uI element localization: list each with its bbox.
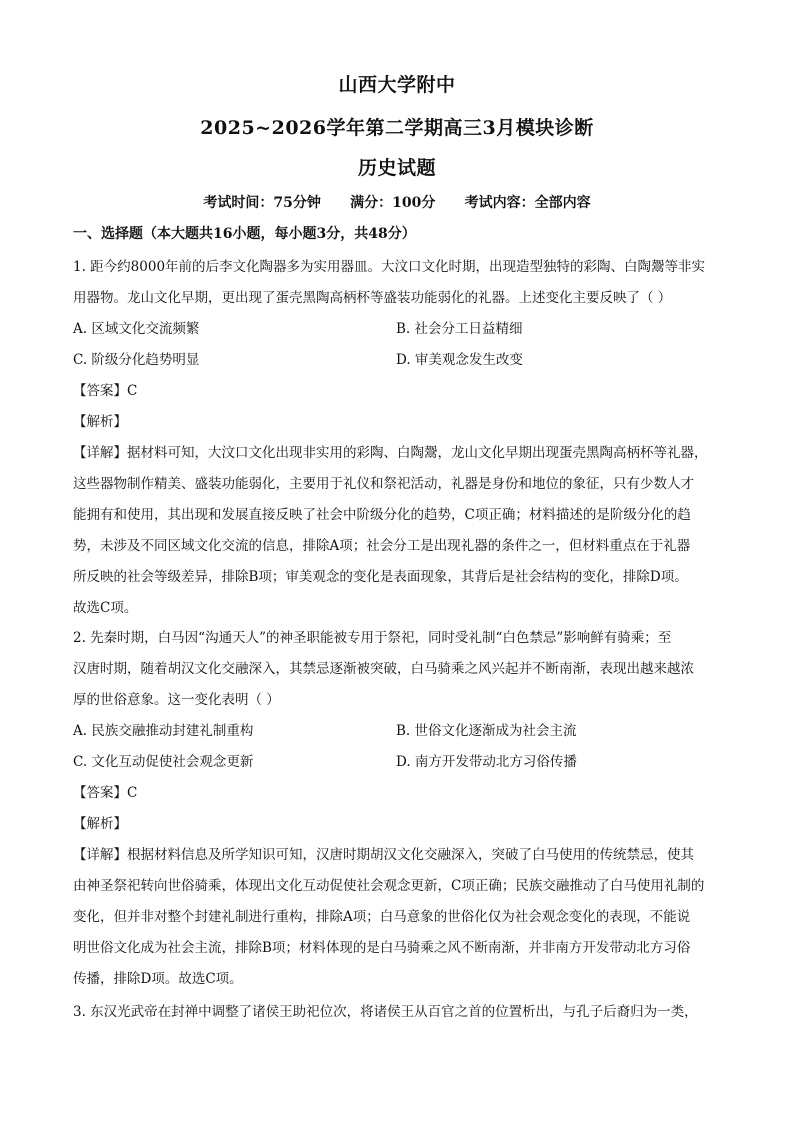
- question-1-option-a: A. 区域文化交流频繁: [73, 321, 200, 337]
- question-2-stem-line-2: 汉唐时期，随着胡汉文化交融深入，其禁忌逐渐被突破，白马骑乘之风兴起并不断南渐，表现出越来越浓: [73, 661, 694, 677]
- question-1-detail-line-4: 势，未涉及不同区域文化交流的信息，排除A项；社会分工是出现礼器的条件之一，但材料重点在于礼器: [73, 538, 691, 554]
- question-2-stem-line-3: 厚的世俗意象。这一变化表明（ ）: [73, 692, 280, 708]
- exam-meta: 考试时间：75分钟 满分：100分 考试内容：全部内容: [203, 195, 591, 211]
- question-1-options-row-2: [73, 345, 723, 376]
- question-1-option-c: C. 阶级分化趋势明显: [73, 352, 200, 368]
- question-1-answer: 【答案】C: [73, 383, 138, 399]
- question-2-detail-line-3: 变化，但并非对整个封建礼制进行重构，排除A项；白马意象的世俗化仅为社会观念变化的表现，不能说: [73, 909, 691, 925]
- question-2-detail-line-4: 明世俗文化成为社会主流，排除B项；材料体现的是白马骑乘之风不断南渐，并非南方开发带动北方习俗: [73, 940, 691, 956]
- question-1-detail-line-2: 这些器物制作精美、盛装功能弱化，主要用于礼仪和祭祀活动，礼器是身份和地位的象征，只有少数人才: [73, 476, 694, 492]
- school-title: 山西大学附中: [338, 74, 456, 96]
- question-3-stem-line-1: 3. 东汉光武帝在封禅中调整了诸侯王助祀位次，将诸侯王从百官之首的位置析出，与孔子后裔归为一类，: [73, 1004, 698, 1020]
- question-2-detail-line-2: 由神圣祭祀转向世俗骑乘，体现出文化互动促使社会观念更新，C项正确；民族交融推动了白马使用礼制的: [73, 878, 705, 894]
- section-heading: 一、选择题（本大题共16小题，每小题3分，共48分）: [73, 226, 416, 242]
- question-1-options-row-1: [73, 314, 723, 345]
- question-2-stem-line-1: 2. 先秦时期，白马因“沟通天人”的神圣职能被专用于祭祀，同时受礼制“白色禁忌”影响鲜有骑乘；至: [73, 630, 672, 646]
- question-2-detail-line-5: 传播，排除D项。故选C项。: [73, 971, 243, 987]
- question-2-detail-line-1: 【详解】根据材料信息及所学知识可知，汉唐时期胡汉文化交融深入，突破了白马使用的传统禁忌，使其: [73, 847, 694, 863]
- exam-title: 2025~2026学年第二学期高三3月模块诊断: [200, 117, 594, 139]
- question-2-options-row-1: [73, 716, 723, 747]
- question-2-option-d: D. 南方开发带动北方习俗传播: [396, 754, 577, 770]
- question-2-option-a: A. 民族交融推动封建礼制重构: [73, 723, 254, 739]
- question-1-detail-line-5: 所反映的社会等级差异，排除B项；审美观念的变化是表面现象，其背后是社会结构的变化，排除D项。: [73, 569, 688, 585]
- question-2-option-c: C. 文化互动促使社会观念更新: [73, 754, 254, 770]
- question-1-stem-line-2: 用器物。龙山文化早期，更出现了蛋壳黑陶高柄杯等盛装功能弱化的礼器。上述变化主要反映了（ ）: [73, 290, 672, 306]
- question-2-option-b: B. 世俗文化逐渐成为社会主流: [396, 723, 577, 739]
- question-1-analysis-label: 【解析】: [73, 414, 127, 430]
- question-1-detail-line-6: 故选C项。: [73, 600, 138, 616]
- question-1-option-d: D. 审美观念发生改变: [396, 352, 523, 368]
- question-1-detail-line-1: 【详解】据材料可知，大汶口文化出现非实用的彩陶、白陶鬶，龙山文化早期出现蛋壳黑陶高柄杯等礼器，: [73, 445, 708, 461]
- question-3: [73, 997, 723, 1028]
- question-1: [73, 252, 723, 624]
- question-2-analysis-label: 【解析】: [73, 816, 127, 832]
- question-2-options-row-2: [73, 747, 723, 778]
- question-1-detail-line-3: 能拥有和使用，其出现和发展直接反映了社会中阶级分化的趋势，C项正确；材料描述的是阶级分化的趋: [73, 507, 691, 523]
- question-2-answer: 【答案】C: [73, 785, 138, 801]
- question-2: [73, 623, 723, 995]
- question-1-stem-line-1: 1. 距今约8000年前的后李文化陶器多为实用器皿。大汶口文化时期，出现造型独特的彩陶、白陶鬶等非实: [73, 259, 706, 275]
- subject-title: 历史试题: [357, 157, 436, 179]
- question-1-option-b: B. 社会分工日益精细: [396, 321, 523, 337]
